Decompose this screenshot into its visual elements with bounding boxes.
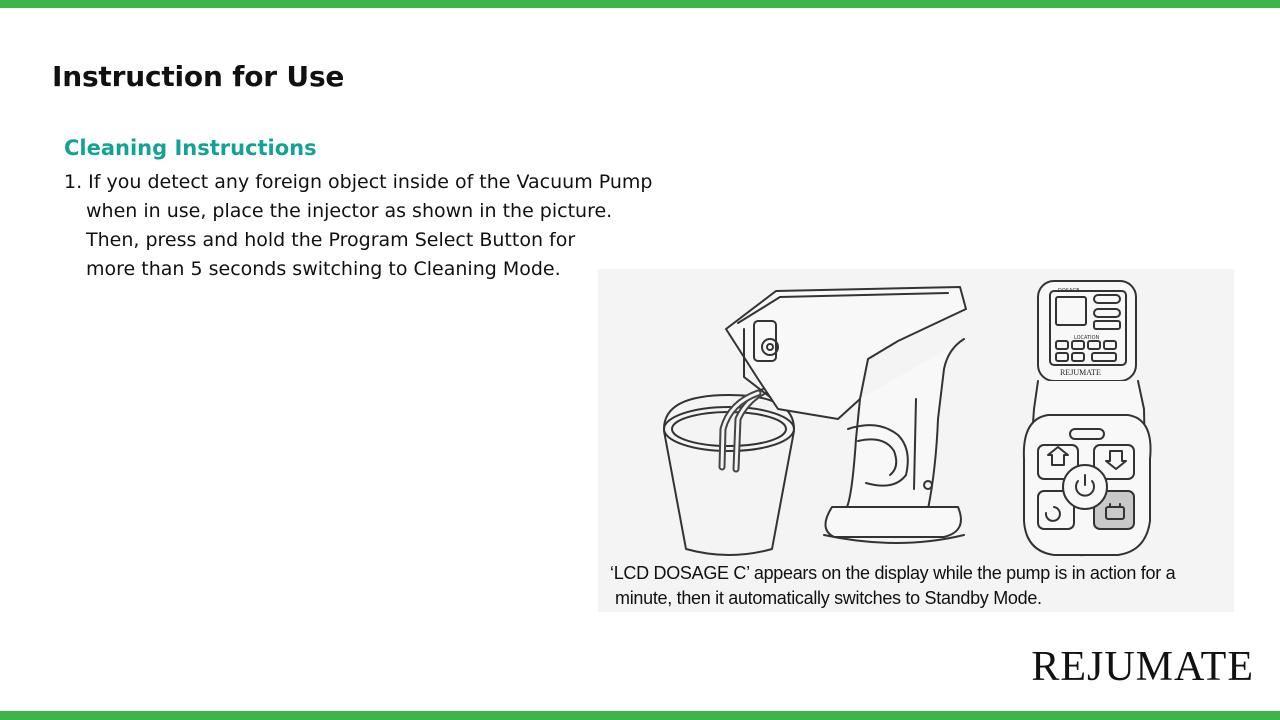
step-1-line-3: Then, press and hold the Program Select Button for: [86, 229, 576, 251]
step-1-text: [64, 168, 704, 284]
brand-logo: REJUMATE: [1031, 644, 1254, 690]
top-accent-bar: [0, 0, 1280, 8]
caption-line-2: minute, then it automatically switches to Standby Mode.: [615, 588, 1042, 608]
device-brand-label: REJUMATE: [1060, 368, 1101, 377]
step-1-line-1: 1. If you detect any foreign object inside of the Vacuum Pump: [64, 171, 653, 193]
caption-line-1: ‘LCD DOSAGE C’ appears on the display while the pump is in action for a: [610, 563, 1176, 583]
step-1-line-4: more than 5 seconds switching to Cleaning Mode.: [86, 258, 561, 280]
cleaning-illustration: [598, 269, 1234, 612]
section-title: Cleaning Instructions: [64, 136, 317, 160]
dosage-label: DOSAGE: [1058, 288, 1080, 294]
bottom-accent-bar: [0, 711, 1280, 720]
step-1-line-2: when in use, place the injector as shown in the picture.: [86, 200, 613, 222]
location-label: LOCATION: [1074, 335, 1100, 341]
page-title: Instruction for Use: [52, 60, 345, 93]
figure-caption: [610, 561, 1230, 611]
pump-and-remote-drawing: [598, 269, 1234, 559]
